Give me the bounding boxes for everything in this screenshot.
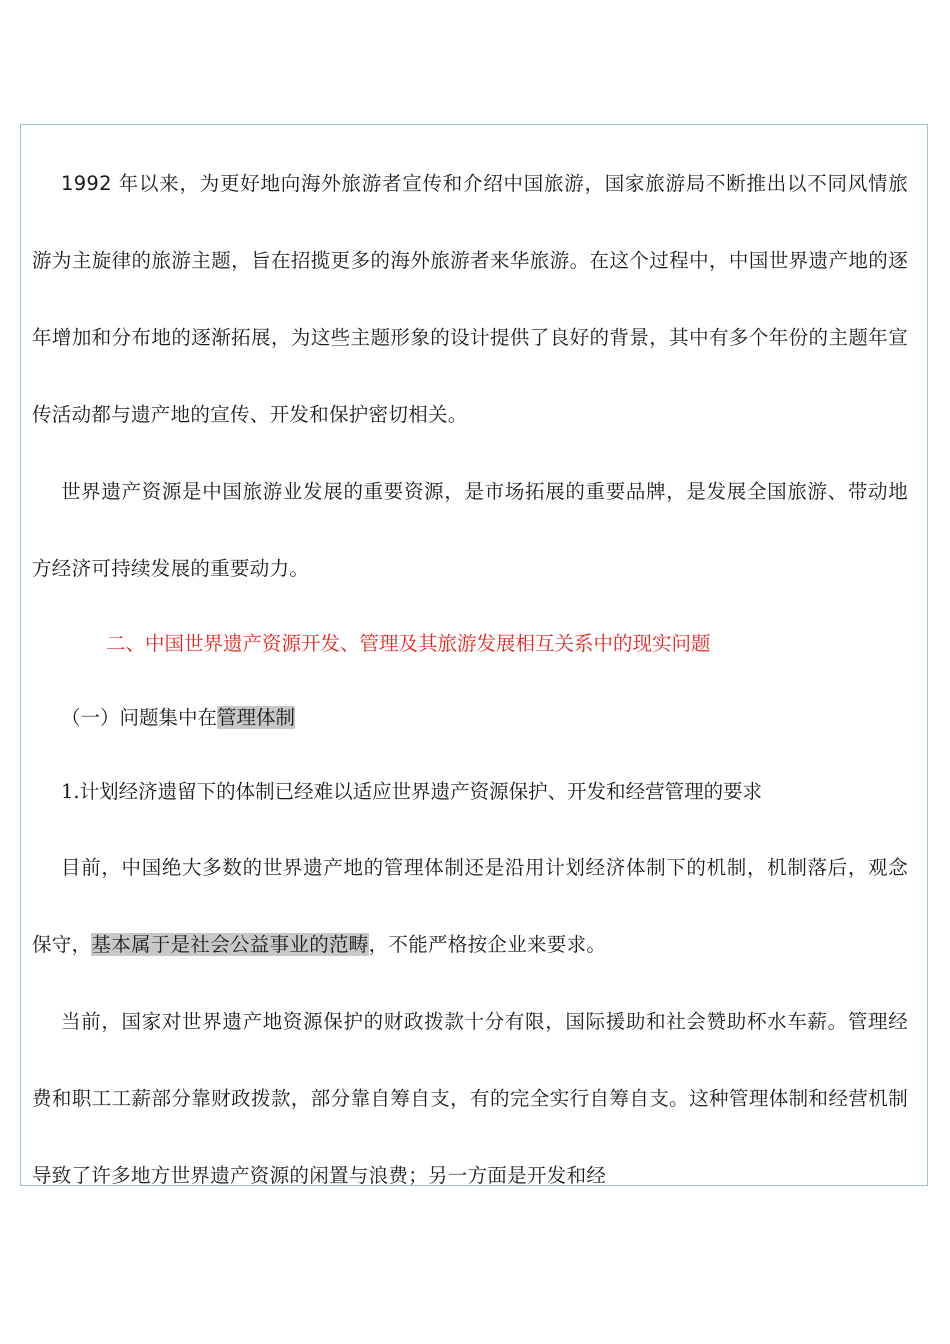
item-1-number: 1.	[61, 780, 80, 803]
paragraph-current-system-highlight: 基本属于是社会公益事业的范畴	[91, 933, 369, 956]
item-1-heading	[32, 755, 908, 829]
paragraph-intro-text: 年以来，为更好地向海外旅游者宣传和介绍中国旅游，国家旅游局不断推出以不同风情旅游为主旋律的旅游主题，旨在招揽更多的海外旅游者来华旅游。在这个过程中，中国世界遗产地的逐年增加和分布地的逐渐拓展，为这些主题形象的设计提供了良好的背景，其中有多个年份的主题年宣传活动都与遗产地的宣传、开发和保护密切相关。	[32, 172, 908, 426]
year-text: 1992	[61, 172, 112, 195]
paragraph-intro	[32, 145, 908, 453]
subheading-1	[32, 681, 908, 755]
page-frame	[20, 124, 928, 1186]
paragraph-resources: 世界遗产资源是中国旅游业发展的重要资源，是市场拓展的重要品牌，是发展全国旅游、带动地方经济可持续发展的重要动力。	[32, 480, 908, 580]
document-body	[32, 145, 908, 1186]
paragraph-funding: 当前，国家对世界遗产地资源保护的财政拨款十分有限，国际援助和社会赞助杯水车薪。管理经费和职工工薪部分靠财政拨款，部分靠自筹自支，有的完全实行自筹自支。这种管理体制和经营机制导致了许多地方世界遗产资源的闲置与浪费；另一方面是开发和经	[32, 1010, 908, 1186]
item-1-text: 计划经济遗留下的体制已经难以适应世界遗产资源保护、开发和经营管理的要求	[79, 780, 763, 803]
paragraph-current-system-before: 目前，中国绝大多数的世界遗产地的管理体制还是沿用计划经济体制下的机制，机制落后，观念保守，	[32, 856, 908, 956]
subheading-1-prefix: （一）问题集中在	[61, 706, 218, 729]
paragraph-current-system	[32, 829, 908, 983]
section-heading-2: 二、中国世界遗产资源开发、管理及其旅游发展相互关系中的现实问题	[106, 632, 711, 655]
paragraph-current-system-after: ，不能严格按企业来要求。	[368, 933, 607, 956]
subheading-1-highlight: 管理体制	[217, 706, 296, 729]
